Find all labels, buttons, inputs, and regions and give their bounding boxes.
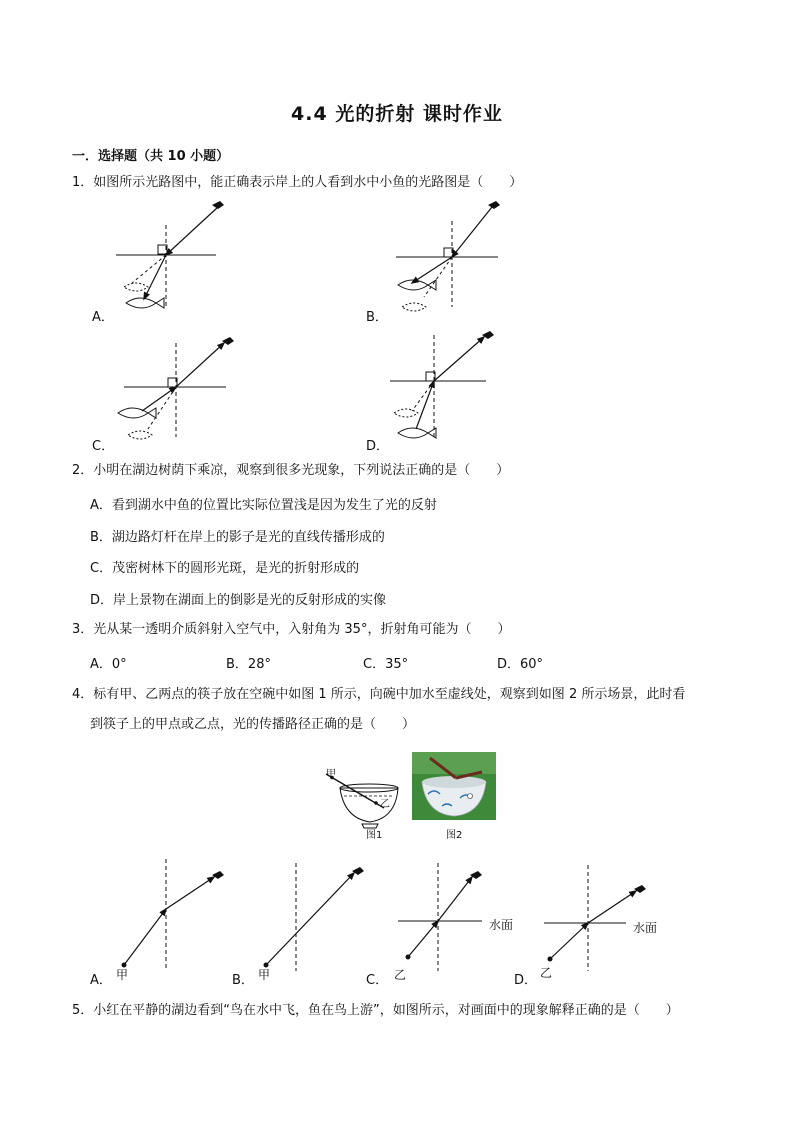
question-3-stem: 3．光从某一透明介质斜射入空气中，入射角为 35°，折射角可能为（ ） [72,622,511,637]
q1-figure-a [100,195,260,325]
eye-icon [488,201,500,209]
q4-point-b: 甲 [258,968,271,982]
fish-icon [398,428,436,438]
q4-label-a: A． [90,973,112,988]
q4-figure-a [100,855,240,975]
q2-option-b: B．湖边路灯杆在岸上的影子是光的直线传播形成的 [90,530,385,545]
q1-figure-b [380,195,540,325]
eye-icon [212,201,224,209]
q4-figure-2-photo [412,752,496,820]
q2-option-a: A．看到湖水中鱼的位置比实际位置浅是因为发生了光的反射 [90,498,437,513]
q4-point-a: 甲 [116,968,129,982]
q1-label-c: C． [92,439,115,454]
question-5-stem: 5．小红在平静的湖边看到“鸟在水中飞，鱼在鸟上游”，如图所示，对画面中的现象解释正确的是（ ） [72,1003,679,1018]
section-heading: 一．选择题（共 10 小题） [72,149,230,164]
q4-figure-d [540,855,680,975]
q1-label-d: D． [366,439,390,454]
fish-icon [126,298,164,308]
q3-option-c: C．35° [363,657,409,672]
q4-fig1-point-jia: 甲 [326,769,336,780]
q4-label-c: C． [366,973,389,988]
question-4-stem-line2: 到筷子上的甲点或乙点，光的传播路径正确的是（ ） [90,717,416,732]
q4-water-surface-d: 水面 [633,921,658,935]
question-1-stem: 1．如图所示光路图中，能正确表示岸上的人看到水中小鱼的光路图是（ ） [72,175,523,190]
fish-icon [118,408,156,418]
q4-water-surface-c: 水面 [489,918,514,932]
q1-figure-d [382,325,542,445]
q4-fig1-point-yi: 乙 [380,799,390,810]
q4-point-d: 乙 [540,966,553,980]
q4-figure-b [244,855,384,975]
question-2-stem: 2．小明在湖边树荫下乘凉，观察到很多光现象，下列说法正确的是（ ） [72,463,510,478]
q3-option-d: D．60° [497,657,544,672]
page-title: 4.4 光的折射 课时作业 [291,103,503,125]
q2-option-d: D．岸上景物在湖面上的倒影是光的反射形成的实像 [90,593,387,608]
q1-figure-c [108,325,268,445]
q3-option-a: A．0° [90,657,127,672]
q3-option-b: B．28° [226,657,271,672]
q4-fig2-caption: 图2 [446,830,463,841]
q4-figure-c [396,855,536,975]
q1-label-a: A． [92,310,114,325]
q4-label-d: D． [514,973,538,988]
q1-label-b: B． [366,310,388,325]
q2-option-c: C．茂密树林下的圆形光斑，是光的折射形成的 [90,561,360,576]
q4-point-c: 乙 [394,968,407,982]
q4-label-b: B． [232,973,254,988]
question-4-stem-line1: 4．标有甲、乙两点的筷子放在空碗中如图 1 所示，向碗中加水至虚线处，观察到如图 2 所示场景，此时看 [72,687,686,702]
q4-fig1-caption: 图1 [366,830,383,841]
